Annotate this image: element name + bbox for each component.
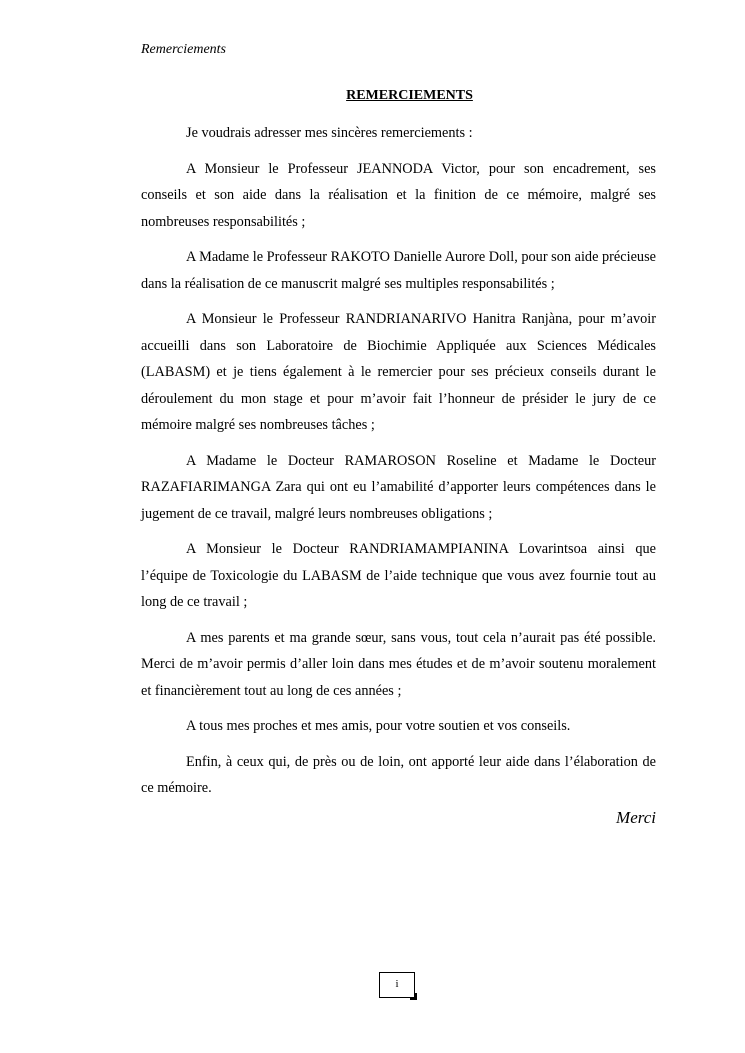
paragraph-jury-members: A Madame le Docteur RAMAROSON Roseline et Madame le Docteur RAZAFIARIMANGA Zara qui ont eu l’amabilité d’apporter leurs compétences dans le jugement de ce travail, malgré leurs nombreuses obligations ; xyxy=(141,452,656,522)
paragraph-jeannoda: A Monsieur le Professeur JEANNODA Victor, pour son encadrement, ses conseils et son aide dans la réalisation et la finition de ce mémoire, malgré ses nombreuses responsabilités ; xyxy=(141,160,656,230)
paragraph-friends: A tous mes proches et mes amis, pour votre soutien et vos conseils. xyxy=(186,718,571,734)
running-header: Remerciements xyxy=(141,42,226,57)
page-title: REMERCIEMENTS xyxy=(346,88,473,103)
paragraph-intro: Je voudrais adresser mes sincères remerciements : xyxy=(186,125,473,141)
acknowledgements-body xyxy=(141,120,656,811)
page-number: i xyxy=(379,972,415,998)
signoff: Merci xyxy=(616,808,656,827)
paragraph-rakoto: A Madame le Professeur RAKOTO Danielle Aurore Doll, pour son aide précieuse dans la réalisation de ce manuscrit malgré ses multiples responsabilités ; xyxy=(141,249,656,292)
paragraph-randriamampianina: A Monsieur le Docteur RANDRIAMAMPIANINA Lovarintsoa ainsi que l’équipe de Toxicologie du LABASM de l’aide technique que vous avez fournie tout au long de ce travail ; xyxy=(141,541,656,610)
paragraph-closing: Enfin, à ceux qui, de près ou de loin, ont apporté leur aide dans l’élaboration de ce mémoire. xyxy=(141,753,656,796)
paragraph-randrianarivo: A Monsieur le Professeur RANDRIANARIVO Hanitra Ranjàna, pour m’avoir accueilli dans son Laboratoire de Biochimie Appliquée aux Sciences Médicales (LABASM) et je tiens également à le remercier pour ses précieux conseils durant le déroulement du mon stage et pour m’avoir fait l’honneur de présider le jury de ce mémoire malgré ses nombreuses tâches ; xyxy=(141,311,656,433)
paragraph-family: A mes parents et ma grande sœur, sans vous, tout cela n’aurait pas été possible. Merci de m’avoir permis d’aller loin dans mes études et de m’avoir soutenu moralement et financièrement tout au long de ces années ; xyxy=(141,629,656,699)
